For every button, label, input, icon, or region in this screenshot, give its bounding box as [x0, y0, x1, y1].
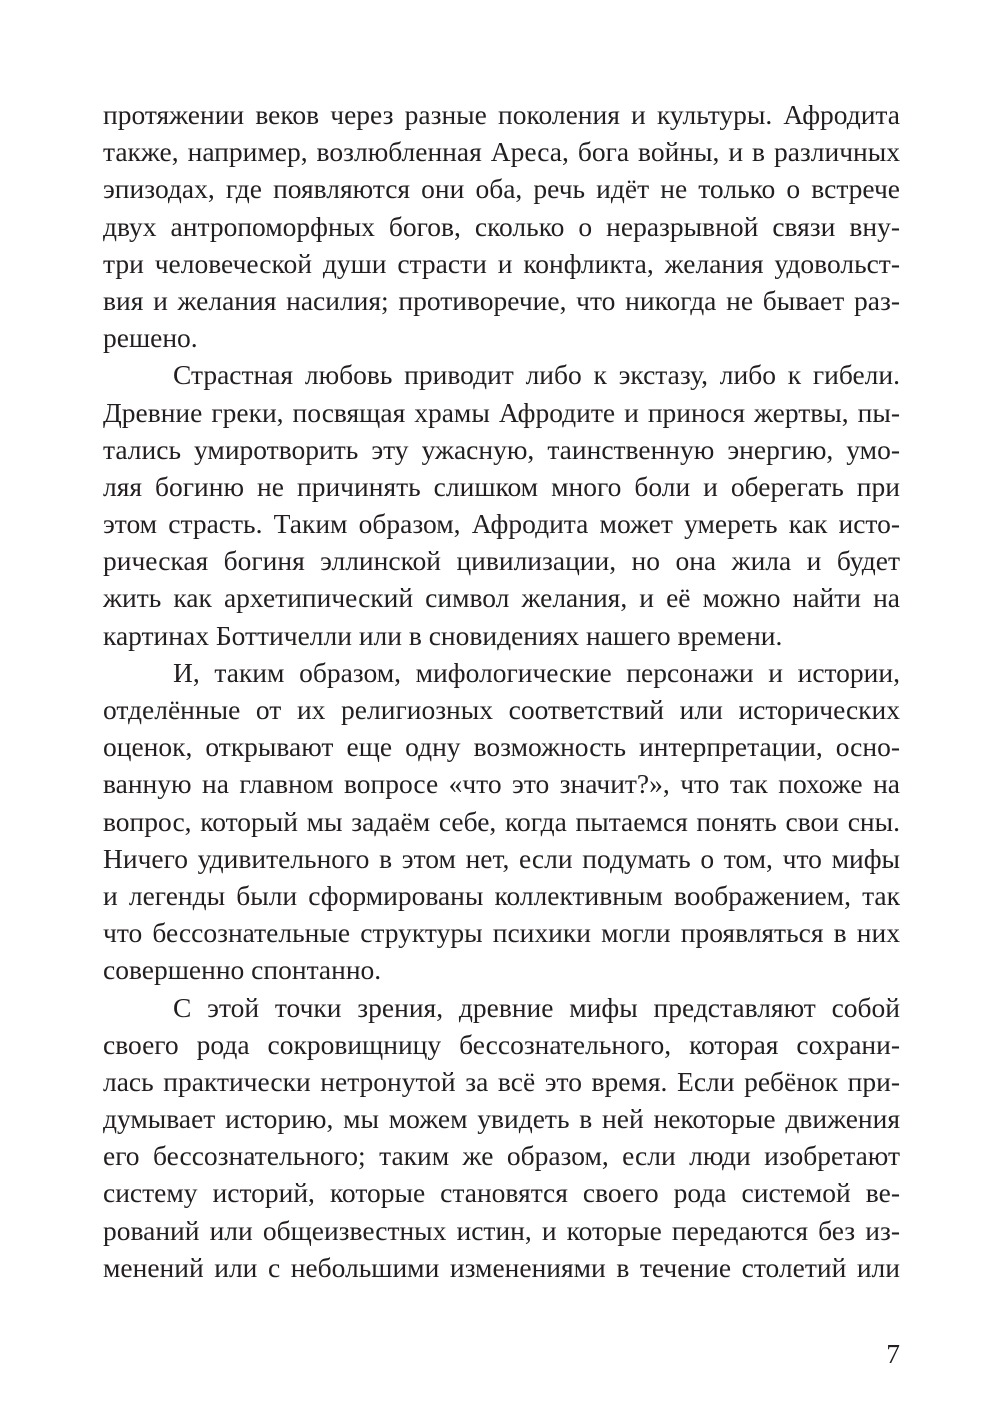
text-line: своего рода сокровищницу бессознательного, которая сохрани-: [103, 1028, 900, 1060]
paragraph-first-line: И, таким образом, мифологические персонажи и истории,: [173, 656, 900, 688]
text-line: протяжении веков через разные поколения и культуры. Афродита: [103, 99, 900, 130]
text-line: систему историй, которые становятся своего рода системой ве-: [103, 1177, 900, 1209]
text-line: двух антропоморфных богов, сколько о неразрывной связи вну-: [103, 210, 900, 242]
text-line: думывает историю, мы можем увидеть в ней некоторые движения: [103, 1103, 900, 1135]
text-line: тались умиротворить эту ужасную, таинственную энергию, умо-: [103, 433, 900, 465]
page-number: 7: [886, 1338, 900, 1369]
text-line: Древние греки, посвящая храмы Афродите и принося жертвы, пы-: [103, 396, 900, 428]
text-line: совершенно спонтанно.: [103, 954, 382, 986]
text-line: три человеческой души страсти и конфликта, желания удовольст-: [103, 247, 900, 279]
text-line: менений или с небольшими изменениями в течение столетий или: [103, 1251, 900, 1283]
paragraph-first-line: С этой точки зрения, древние мифы представляют собой: [173, 991, 900, 1023]
text-line: его бессознательного; таким же образом, если люди изобретают: [103, 1140, 900, 1172]
text-line: ляя богиню не причинять слишком много боли и оберегать при: [103, 470, 900, 502]
paragraph-first-line: Страстная любовь приводит либо к экстазу, либо к гибели.: [173, 359, 900, 391]
text-line: рическая богиня эллинской цивилизации, но она жила и будет: [103, 545, 900, 577]
text-line: этом страсть. Таким образом, Афродита может умереть как исто-: [103, 508, 900, 540]
text-line: эпизодах, где появляются они оба, речь идёт не только о встрече: [103, 173, 900, 205]
text-line: что бессознательные структуры психики могли проявляться в них: [103, 917, 900, 949]
text-line: решено.: [103, 322, 198, 354]
text-line: и легенды были сформированы коллективным воображением, так: [103, 879, 900, 911]
text-line: рований или общеизвестных истин, и которые передаются без из-: [103, 1214, 900, 1246]
text-line: также, например, возлюбленная Ареса, бога войны, и в различных: [103, 136, 900, 168]
text-line: оценок, открывают еще одну возможность интерпретации, осно-: [103, 731, 900, 763]
text-line: Ничего удивительного в этом нет, если подумать о том, что мифы: [103, 842, 900, 874]
body-text: [103, 96, 900, 1286]
text-line: лась практически нетронутой за всё это время. Если ребёнок при-: [103, 1065, 900, 1097]
text-line: картинах Боттичелли или в сновидениях нашего времени.: [103, 619, 783, 651]
text-line: отделённые от их религиозных соответствий или исторических: [103, 694, 900, 725]
text-line: вопрос, который мы задаём себе, когда пытаемся понять свои сны.: [103, 805, 900, 837]
text-line: вия и желания насилия; противоречие, что никогда не бывает раз-: [103, 284, 900, 316]
text-line: жить как архетипический символ желания, и её можно найти на: [103, 582, 900, 614]
text-line: ванную на главном вопросе «что это значит?», что так похоже на: [103, 768, 900, 800]
